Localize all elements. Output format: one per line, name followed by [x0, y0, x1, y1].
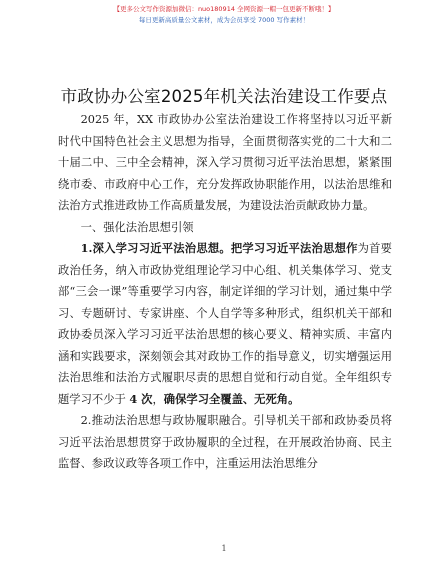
item-2-text: 引导机关干部和政协委员将习近平法治思想贯穿于政协履职的全过程，在开展政治协商、民主监督、参政议政等各项工作中，注重运用法治思维分: [58, 414, 392, 470]
item-2-lead: 2.推动法治思想与政协履职融合。: [80, 414, 254, 427]
promo-line-1: 【更多公文写作资源加微信：nuo180914 全网资源一帽一包更新不断哦！】: [113, 5, 335, 13]
document-title: 市政协办公室2025年机关法治建设工作要点: [60, 87, 388, 106]
item-1-tail: 确保学习全覆盖、无死角。: [163, 391, 300, 406]
page-number: 1: [221, 544, 227, 553]
item-1-emphasis: 把学习习近平法治思想作: [230, 241, 358, 255]
item-1-paragraph: 1.深入学习习近平法治思想。把学习习近平法治思想作为首要政治任务，纳入市政协党组理论学习中心组、机关集体学习、党支部“三会一课”等重要学习内容，制定详细的学习计划，通过集中学习、专题研讨、专家讲座、个人自学等多种形式，组织机关干部和政协委员深入学习习近平法治思想的核心要义、精神实质、丰富内涵和实践要求，深刻领会其对政协工作的指导意义，切实增强运用法治思维和法治方式履职尽责的思想自觉和行动自觉。全年组织专题学习不少于 4 次，确保学习全覆盖、无死角。: [58, 241, 392, 406]
item-1-text: 为首要政治任务，纳入市政协党组理论学习中心组、机关集体学习、党支部“三会一课”等重要学习内容，制定详细的学习计划，通过集中学习、专题研讨、专家讲座、个人自学等多种形式，组织机关干部和政协委员深入学习习近平法治思想的核心要义、精神实质、丰富内涵和实践要求，深刻领会其对政协工作的指导意义，切实增强运用法治思维和法治方式履职尽责的思想自觉和行动自觉。全年组织专题学习不少于: [58, 242, 392, 406]
item-2-paragraph: [58, 410, 392, 475]
document-body: [58, 109, 392, 475]
promo-banner: [0, 4, 448, 26]
promo-line-2: 每日更新高质量公文素材，成为会员享受 7000 写作素材！: [138, 16, 310, 24]
intro-paragraph: 2025 年，XX 市政协办公室法治建设工作将坚持以习近平新时代中国特色社会主义思想为指导，全面贯彻落实党的二十大和二十届二中、三中全会精神，深入学习贯彻习近平法治思想，紧紧围绕市委、市政府中心工作，充分发挥政协职能作用，以法治思维和法治方式推进政协工作高质量发展，为建设法治贡献政协力量。: [58, 113, 392, 212]
section-heading: 一、强化法治思想引领: [80, 220, 194, 234]
item-1-lead: 1.深入学习习近平法治思想。: [80, 241, 231, 255]
item-1-count: 4 次: [129, 391, 153, 406]
